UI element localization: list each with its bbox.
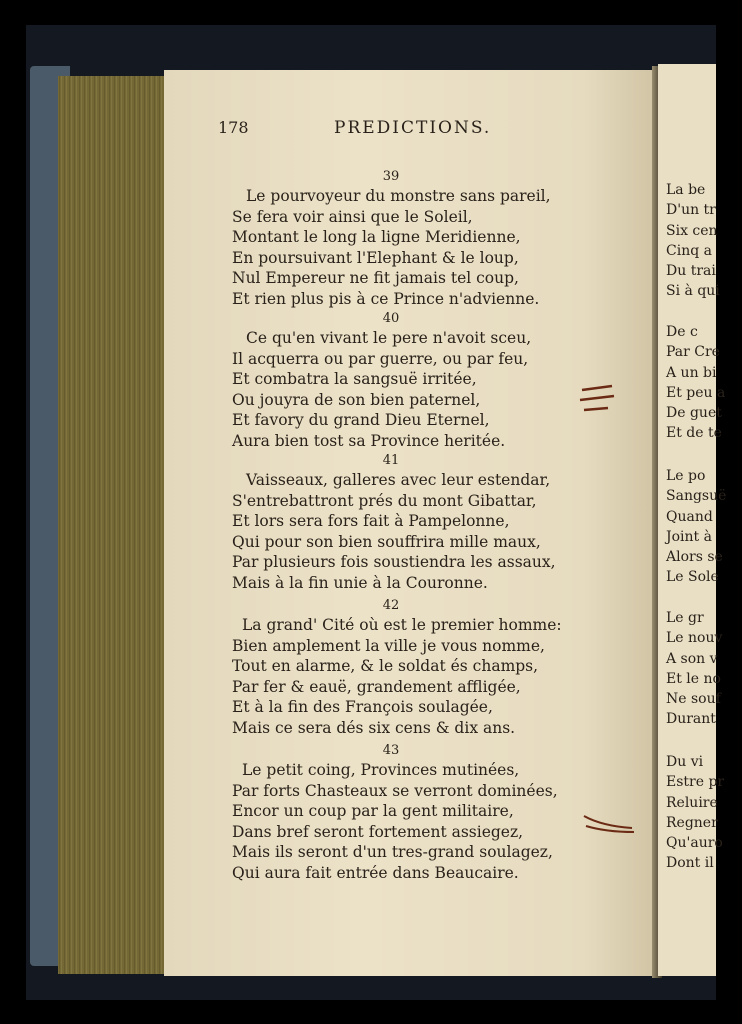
facing-line: Regner: [666, 814, 718, 831]
facing-stanza: [658, 608, 723, 730]
facing-line: Ne souf: [666, 691, 721, 708]
facing-line: Le Sole: [666, 569, 719, 586]
verse-line: Par fer & eauë, grandement affligée,: [232, 677, 521, 696]
page-number: 178: [218, 118, 249, 137]
verse-line: Par plusieurs fois soustiendra les assaux,: [232, 553, 556, 571]
verse-line: Vaisseaux, galleres avec leur estendar,: [246, 471, 551, 489]
facing-line: Et le no: [666, 670, 721, 687]
facing-line: Joint à: [666, 528, 712, 545]
facing-line: Qu'auro: [666, 835, 723, 852]
verse-line: Mais à la fin unie à la Couronne.: [232, 573, 488, 592]
quatrain-41: [164, 452, 658, 593]
facing-line: A un bi: [666, 364, 717, 381]
verse-line: Montant le long la ligne Meridienne,: [232, 228, 521, 246]
verse-line: Ce qu'en vivant le pere n'avoit sceu,: [246, 329, 532, 347]
quatrain-number: 40: [382, 311, 400, 326]
verse-line: Et à la fin des François soulagée,: [232, 698, 493, 716]
verse-line: Le pourvoyeur du monstre sans pareil,: [246, 187, 551, 205]
verse-line: Et rien plus pis à ce Prince n'advienne.: [232, 289, 540, 308]
quatrain-number: 41: [382, 453, 400, 468]
facing-line: D'un tr: [666, 202, 716, 219]
verse-line: Il acquerra ou par guerre, ou par feu,: [232, 349, 529, 368]
verse-line: Aura bien tost sa Province heritée.: [232, 431, 506, 450]
facing-line: Dont il: [666, 855, 714, 872]
facing-line: Cinq a: [666, 242, 712, 259]
facing-line: Et peu a: [666, 384, 726, 401]
verse-line: Qui aura fait entrée dans Beaucaire.: [232, 863, 519, 882]
facing-line: Le po: [666, 468, 706, 484]
verse-line: Nul Empereur ne fit jamais tel coup,: [232, 269, 519, 287]
facing-line: Quand: [666, 508, 713, 525]
verse-line: Et combatra la sangsuë irritée,: [232, 370, 477, 388]
facing-line: Si à qui: [666, 283, 720, 300]
quatrain-39: [164, 168, 658, 309]
facing-line: Reluire: [666, 794, 718, 811]
verse-line: Ou jouyra de son bien paternel,: [232, 390, 481, 409]
verse-line: Par forts Chasteaux se verront dominées,: [232, 781, 558, 800]
book-page: [164, 70, 658, 976]
verse-line: S'entrebattront prés du mont Gibattar,: [232, 491, 537, 510]
quatrain-number: 42: [382, 598, 400, 613]
verse-line: Tout en alarme, & le soldat és champs,: [232, 657, 539, 675]
verse-line: Encor un coup par la gent militaire,: [232, 802, 514, 820]
verse-line: Mais ce sera dés six cens & dix ans.: [232, 718, 516, 737]
quatrain-number: 39: [382, 169, 400, 184]
verse-line: En poursuivant l'Elephant & le loup,: [232, 248, 519, 267]
facing-line: Sangsuë: [666, 488, 727, 505]
facing-line: Estre pr: [666, 774, 725, 791]
facing-line: Le nouv: [666, 630, 723, 647]
facing-line: A son v: [666, 650, 718, 667]
facing-line: De c: [666, 324, 698, 340]
facing-line: Le gr: [666, 610, 704, 626]
margin-annotation-icon: [582, 812, 638, 836]
facing-stanza: [658, 466, 727, 588]
facing-line: Par Cre: [666, 344, 720, 361]
facing-line: Six cen: [666, 222, 718, 239]
facing-page: [658, 64, 727, 976]
quatrain-number: 43: [382, 743, 400, 758]
facing-line: Du vi: [666, 754, 704, 770]
running-head: PREDICTIONS.: [334, 118, 492, 138]
verse-line: Bien amplement la ville je vous nomme,: [232, 636, 545, 655]
facing-line: La be: [666, 182, 706, 198]
verse-line: Le petit coing, Provinces mutinées,: [242, 761, 520, 779]
facing-line: Durant: [666, 711, 716, 728]
facing-line: Du trai: [666, 263, 716, 280]
verse-line: Qui pour son bien souffrira mille maux,: [232, 532, 541, 551]
verse-line: Se fera voir ainsi que le Soleil,: [232, 207, 473, 226]
quatrain-42: [164, 597, 658, 738]
verse-line: Dans bref seront fortement assiegez,: [232, 822, 524, 841]
verse-line: Et lors sera fors fait à Pampelonne,: [232, 512, 510, 530]
verse-line: Et favory du grand Dieu Eternel,: [232, 411, 490, 429]
page-edges: [58, 76, 166, 974]
verse-line: Mais ils seront d'un tres-grand soulagez,: [232, 843, 553, 861]
margin-annotation-icon: [578, 382, 618, 416]
facing-stanza: [658, 180, 720, 302]
facing-line: Alors se: [666, 549, 723, 566]
facing-stanza: [658, 322, 726, 444]
page-header: [164, 118, 658, 142]
quatrain-40: [164, 310, 658, 451]
facing-line: De guet: [666, 405, 722, 422]
facing-line: Et de te: [666, 425, 722, 442]
verse-line: La grand' Cité où est le premier homme:: [242, 616, 562, 634]
facing-stanza: [658, 752, 725, 874]
